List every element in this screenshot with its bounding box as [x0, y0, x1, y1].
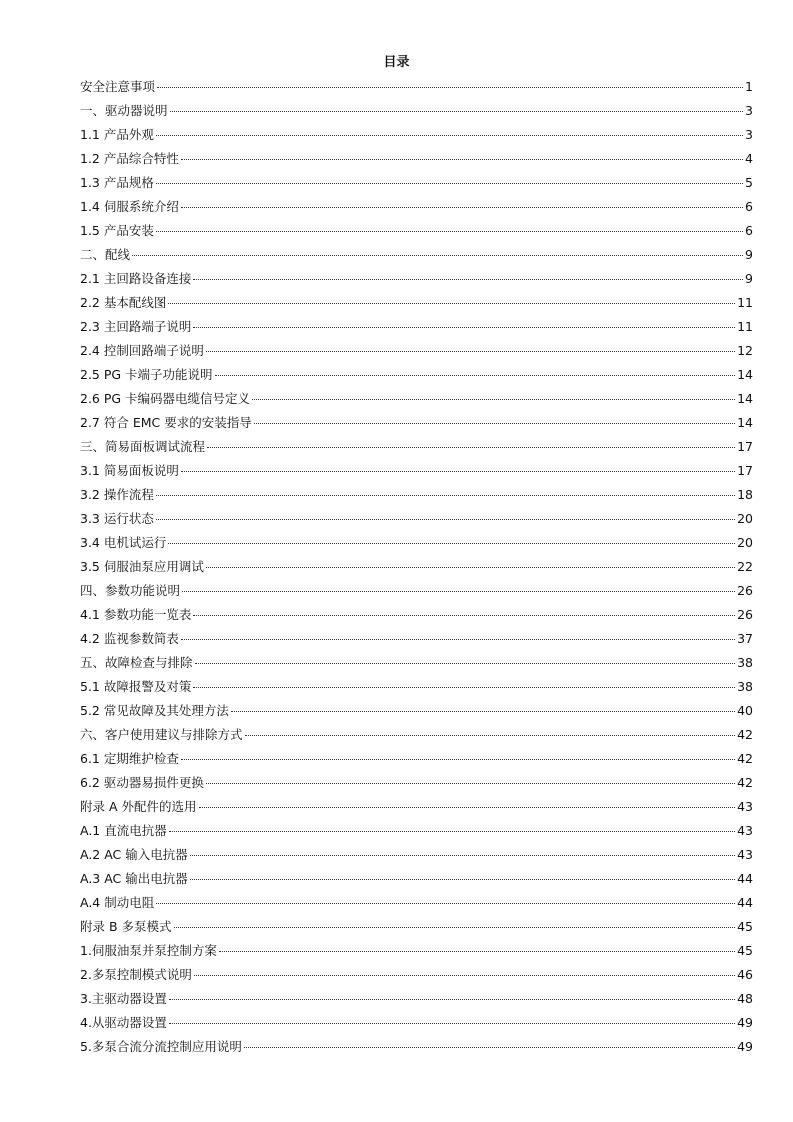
dot-leader	[193, 327, 735, 328]
toc-entry-page-number: 42	[737, 751, 753, 766]
toc-entry-label: 3.主驱动器设置	[80, 991, 167, 1006]
toc-entry-label: 1.2 产品综合特性	[80, 151, 179, 166]
toc-entry[interactable]	[80, 558, 753, 582]
toc-entry-page-number: 42	[737, 775, 753, 790]
toc-entry[interactable]	[80, 750, 753, 774]
toc-entry[interactable]	[80, 990, 753, 1014]
toc-entry-page-number: 26	[737, 607, 753, 622]
dot-leader	[193, 615, 735, 616]
toc-entry-label: 2.1 主回路设备连接	[80, 271, 192, 286]
toc-entry[interactable]	[80, 726, 753, 750]
toc-entry-page-number: 20	[737, 535, 753, 550]
toc-entry-page-number: 38	[737, 679, 753, 694]
toc-entry[interactable]	[80, 630, 753, 654]
toc-entry-label: 3.1 简易面板说明	[80, 463, 179, 478]
dot-leader	[132, 255, 743, 256]
toc-entry-page-number: 49	[737, 1015, 753, 1030]
toc-entry-label: 三、简易面板调试流程	[80, 439, 206, 454]
toc-entry-label: 6.2 驱动器易损件更换	[80, 775, 204, 790]
dot-leader	[181, 207, 743, 208]
toc-entry-label: 5.2 常见故障及其处理方法	[80, 703, 229, 718]
toc-entry-label: A.2 AC 输入电抗器	[80, 847, 188, 862]
toc-entry[interactable]	[80, 510, 753, 534]
dot-leader	[174, 927, 736, 928]
dot-leader	[199, 807, 736, 808]
dot-leader	[195, 663, 736, 664]
toc-entry-page-number: 43	[737, 847, 753, 862]
toc-entry[interactable]	[80, 222, 753, 246]
toc-entry[interactable]	[80, 534, 753, 558]
toc-entry-label: 2.7 符合 EMC 要求的安装指导	[80, 415, 252, 430]
toc-entry[interactable]	[80, 78, 753, 102]
dot-leader	[252, 399, 735, 400]
toc-entry-page-number: 20	[737, 511, 753, 526]
dot-leader	[215, 375, 736, 376]
toc-entry-label: 一、驱动器说明	[80, 103, 168, 118]
toc-entry-label: 4.1 参数功能一览表	[80, 607, 192, 622]
dot-leader	[181, 759, 735, 760]
dot-leader	[193, 279, 743, 280]
dot-leader	[181, 639, 735, 640]
toc-entry[interactable]	[80, 414, 753, 438]
toc-entry-page-number: 18	[737, 487, 753, 502]
toc-entry[interactable]	[80, 246, 753, 270]
toc-entry[interactable]	[80, 390, 753, 414]
toc-entry-label: 1.5 产品安装	[80, 223, 154, 238]
dot-leader	[156, 519, 735, 520]
toc-entry-page-number: 11	[737, 295, 753, 310]
dot-leader	[231, 711, 735, 712]
toc-entry-label: 3.2 操作流程	[80, 487, 154, 502]
dot-leader	[244, 1047, 735, 1048]
dot-leader	[181, 471, 735, 472]
toc-entry-label: A.3 AC 输出电抗器	[80, 871, 188, 886]
toc-entry[interactable]	[80, 486, 753, 510]
toc-entry-page-number: 3	[745, 127, 753, 142]
toc-entry[interactable]	[80, 102, 753, 126]
toc-entry-page-number: 43	[737, 823, 753, 838]
dot-leader	[206, 783, 735, 784]
toc-entry-page-number: 46	[737, 967, 753, 982]
toc-entry[interactable]	[80, 582, 753, 606]
toc-entry-page-number: 17	[737, 439, 753, 454]
toc-entry-label: 5.多泵合流分流控制应用说明	[80, 1039, 242, 1054]
toc-entry-page-number: 5	[745, 175, 753, 190]
toc-entry[interactable]	[80, 198, 753, 222]
toc-entry-label: 2.4 控制回路端子说明	[80, 343, 204, 358]
toc-entry-page-number: 22	[737, 559, 753, 574]
toc-entry[interactable]	[80, 918, 753, 942]
toc-entry-page-number: 17	[737, 463, 753, 478]
dot-leader	[157, 87, 743, 88]
toc-entry-page-number: 37	[737, 631, 753, 646]
toc-entry-page-number: 26	[737, 583, 753, 598]
toc-entry-label: 六、客户使用建议与排除方式	[80, 727, 243, 742]
toc-entry-label: 3.4 电机试运行	[80, 535, 167, 550]
dot-leader	[156, 135, 743, 136]
toc-entry-label: 四、参数功能说明	[80, 583, 181, 598]
dot-leader	[190, 879, 735, 880]
toc-entry-label: 1.4 伺服系统介绍	[80, 199, 179, 214]
dot-leader	[245, 735, 736, 736]
toc-entry-label: 6.1 定期维护检查	[80, 751, 179, 766]
dot-leader	[254, 423, 735, 424]
toc-entry-page-number: 14	[737, 391, 753, 406]
toc-entry-page-number: 45	[737, 919, 753, 934]
toc-entry-page-number: 40	[737, 703, 753, 718]
toc-entry-label: 5.1 故障报警及对策	[80, 679, 192, 694]
toc-entry-page-number: 42	[737, 727, 753, 742]
toc-entry[interactable]	[80, 1014, 753, 1038]
toc-entry[interactable]	[80, 126, 753, 150]
dot-leader	[156, 903, 735, 904]
dot-leader	[156, 231, 743, 232]
toc-entry-label: 1.3 产品规格	[80, 175, 154, 190]
toc-entry-label: 2.3 主回路端子说明	[80, 319, 192, 334]
toc-entry-label: A.4 制动电阻	[80, 895, 155, 910]
dot-leader	[207, 447, 735, 448]
toc-entry-label: 4.从驱动器设置	[80, 1015, 167, 1030]
toc-entry[interactable]	[80, 438, 753, 462]
toc-entry[interactable]	[80, 870, 753, 894]
toc-entry-label: 2.2 基本配线图	[80, 295, 167, 310]
toc-entry[interactable]	[80, 150, 753, 174]
toc-entry-page-number: 14	[737, 367, 753, 382]
toc-entry[interactable]	[80, 654, 753, 678]
toc-entry-label: 二、配线	[80, 247, 131, 262]
toc-entry-label: 1.1 产品外观	[80, 127, 154, 142]
dot-leader	[181, 159, 743, 160]
toc-entry-page-number: 48	[737, 991, 753, 1006]
toc-entry-label: 附录 A 外配件的选用	[80, 799, 197, 814]
toc-entry[interactable]	[80, 342, 753, 366]
dot-leader	[194, 975, 735, 976]
toc-entry-page-number: 4	[745, 151, 753, 166]
toc-entry-page-number: 6	[745, 223, 753, 238]
toc-entry-page-number: 6	[745, 199, 753, 214]
toc-entry[interactable]	[80, 294, 753, 318]
dot-leader	[168, 303, 735, 304]
toc-entry-page-number: 1	[745, 79, 753, 94]
toc-entry-page-number: 49	[737, 1039, 753, 1054]
toc-entry-label: 五、故障检查与排除	[80, 655, 193, 670]
dot-leader	[156, 183, 743, 184]
toc-entry-page-number: 45	[737, 943, 753, 958]
toc-entry[interactable]	[80, 822, 753, 846]
table-of-contents	[80, 78, 753, 1062]
toc-entry[interactable]	[80, 846, 753, 870]
dot-leader	[169, 831, 735, 832]
toc-entry-page-number: 38	[737, 655, 753, 670]
toc-entry-page-number: 43	[737, 799, 753, 814]
toc-entry-label: 4.2 监视参数简表	[80, 631, 179, 646]
toc-entry[interactable]	[80, 1038, 753, 1062]
dot-leader	[168, 543, 735, 544]
toc-entry-label: 2.多泵控制模式说明	[80, 967, 192, 982]
toc-entry-label: 1.伺服油泵并泵控制方案	[80, 943, 217, 958]
toc-entry-page-number: 44	[737, 871, 753, 886]
toc-entry-label: 2.5 PG 卡端子功能说明	[80, 367, 213, 382]
dot-leader	[190, 855, 735, 856]
dot-leader	[169, 1023, 735, 1024]
dot-leader	[156, 495, 735, 496]
toc-entry[interactable]	[80, 318, 753, 342]
dot-leader	[182, 591, 735, 592]
toc-entry-label: A.1 直流电抗器	[80, 823, 167, 838]
toc-entry-page-number: 44	[737, 895, 753, 910]
toc-entry-page-number: 11	[737, 319, 753, 334]
toc-entry[interactable]	[80, 174, 753, 198]
toc-entry[interactable]	[80, 774, 753, 798]
toc-entry-page-number: 3	[745, 103, 753, 118]
toc-entry[interactable]	[80, 798, 753, 822]
toc-entry[interactable]	[80, 606, 753, 630]
toc-entry[interactable]	[80, 942, 753, 966]
toc-entry[interactable]	[80, 702, 753, 726]
toc-entry-page-number: 14	[737, 415, 753, 430]
toc-entry-page-number: 9	[745, 271, 753, 286]
toc-entry[interactable]	[80, 966, 753, 990]
dot-leader	[206, 567, 735, 568]
toc-entry-page-number: 9	[745, 247, 753, 262]
dot-leader	[169, 999, 735, 1000]
toc-title: 目录	[383, 55, 410, 70]
toc-entry[interactable]	[80, 678, 753, 702]
toc-entry[interactable]	[80, 366, 753, 390]
dot-leader	[193, 687, 735, 688]
dot-leader	[170, 111, 744, 112]
toc-entry[interactable]	[80, 462, 753, 486]
dot-leader	[206, 351, 735, 352]
toc-entry-label: 安全注意事项	[80, 79, 156, 94]
toc-entry-label: 2.6 PG 卡编码器电缆信号定义	[80, 391, 251, 406]
toc-entry-label: 附录 B 多泵模式	[80, 919, 172, 934]
toc-entry[interactable]	[80, 894, 753, 918]
toc-entry[interactable]	[80, 270, 753, 294]
toc-entry-label: 3.5 伺服油泵应用调试	[80, 559, 204, 574]
toc-entry-label: 3.3 运行状态	[80, 511, 154, 526]
toc-entry-page-number: 12	[737, 343, 753, 358]
dot-leader	[219, 951, 735, 952]
